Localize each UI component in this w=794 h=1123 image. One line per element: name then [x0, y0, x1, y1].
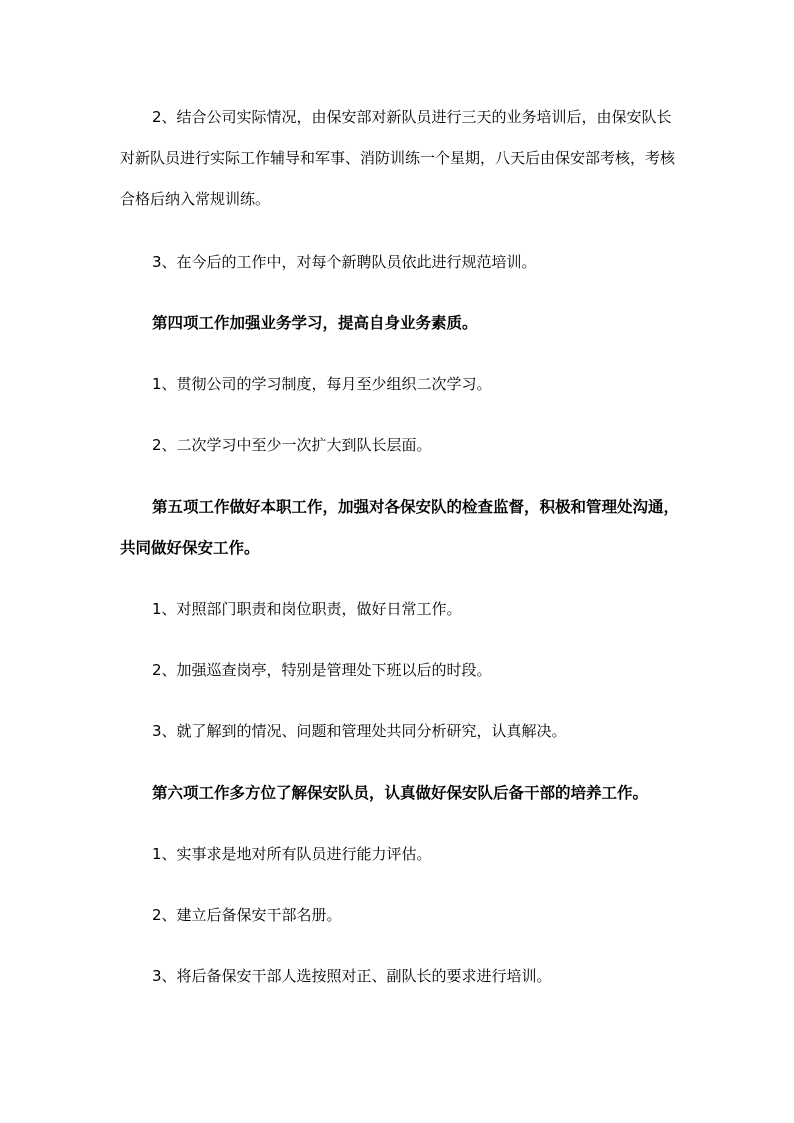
paragraph-study-system: 1、贯彻公司的学习制度，每月至少组织二次学习。	[152, 375, 492, 393]
heading-item-six: 第六项工作多方位了解保安队员，认真做好保安队后备干部的培养工作。	[152, 784, 649, 802]
paragraph-joint-analysis: 3、就了解到的情况、问题和管理处共同分析研究，认真解决。	[152, 722, 567, 740]
heading-item-five: 第五项工作做好本职工作，加强对各保安队的检查监督，积极和管理处沟通，共同做好保安工作。	[120, 498, 680, 557]
paragraph-training-schedule: 2、结合公司实际情况，由保安部对新队员进行三天的业务培训后，由保安队长对新队员进行实际工作辅导和军事、消防训练一个星期，八天后由保安部考核，考核合格后纳入常规训练。	[120, 108, 676, 208]
heading-item-four: 第四项工作加强业务学习，提高自身业务素质。	[152, 314, 478, 332]
paragraph-patrol-kiosks: 2、加强巡查岗亭，特别是管理处下班以后的时段。	[152, 661, 492, 679]
paragraph-standard-training: 3、在今后的工作中，对每个新聘队员依此进行规范培训。	[152, 253, 537, 271]
paragraph-reserve-training: 3、将后备保安干部人选按照对正、副队长的要求进行培训。	[152, 967, 552, 985]
paragraph-study-expansion: 2、二次学习中至少一次扩大到队长层面。	[152, 436, 432, 454]
paragraph-ability-assessment: 1、实事求是地对所有队员进行能力评估。	[152, 845, 432, 863]
paragraph-daily-work: 1、对照部门职责和岗位职责，做好日常工作。	[152, 600, 462, 618]
paragraph-reserve-roster: 2、建立后备保安干部名册。	[152, 906, 342, 924]
